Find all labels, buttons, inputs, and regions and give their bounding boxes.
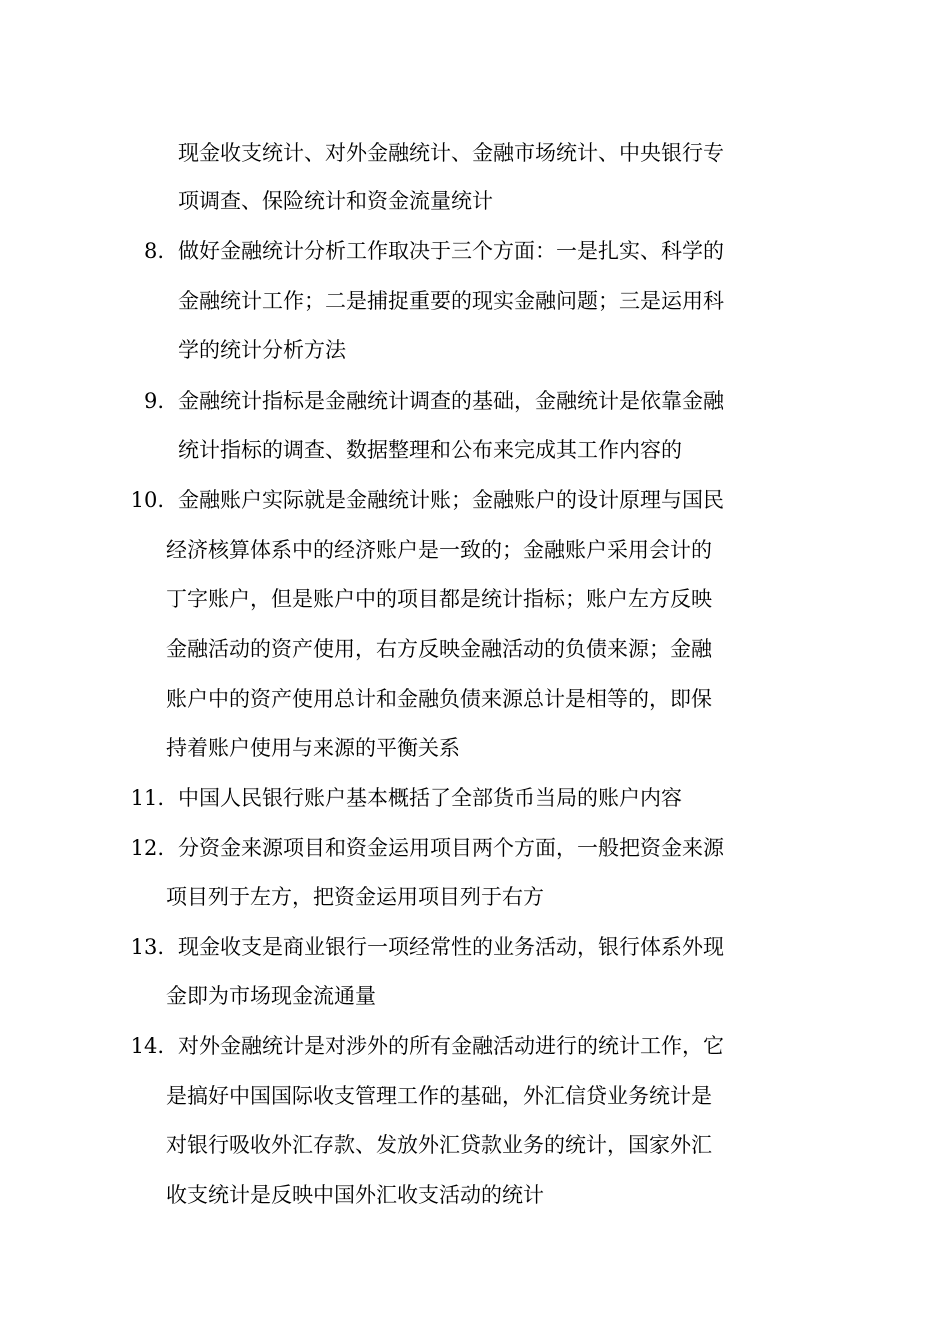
item-10-line-5: 账户中的资产使用总计和金融负债来源总计是相等的，即保 (166, 687, 712, 711)
item-14-line-3: 对银行吸收外汇存款、发放外汇贷款业务的统计，国家外汇 (166, 1133, 712, 1157)
item-8-line-1: 做好金融统计分析工作取决于三个方面：一是扎实、科学的 (178, 239, 724, 263)
item-12-line-2: 项目列于左方，把资金运用项目列于右方 (166, 885, 544, 909)
item-9-line-1: 金融统计指标是金融统计调查的基础，金融统计是依靠金融 (178, 389, 724, 413)
item-number-14: 14. (130, 1034, 164, 1058)
item-number-13: 13. (130, 935, 164, 959)
item-11-line-1: 中国人民银行账户基本概括了全部货币当局的账户内容 (178, 786, 682, 810)
item-14-line-1: 对外金融统计是对涉外的所有金融活动进行的统计工作，它 (178, 1034, 724, 1058)
item-14-line-4: 收支统计是反映中国外汇收支活动的统计 (166, 1183, 544, 1207)
item-number-9: 9. (143, 389, 164, 413)
item-12-line-1: 分资金来源项目和资金运用项目两个方面，一般把资金来源 (178, 836, 724, 860)
item-10-line-1: 金融账户实际就是金融统计账；金融账户的设计原理与国民 (178, 488, 724, 512)
item-14-line-2: 是搞好中国国际收支管理工作的基础，外汇信贷业务统计是 (166, 1084, 712, 1108)
item-number-11: 11. (130, 786, 164, 810)
item-10-line-2: 经济核算体系中的经济账户是一致的；金融账户采用会计的 (166, 538, 712, 562)
item-10-line-6: 持着账户使用与来源的平衡关系 (166, 736, 460, 760)
item-8-line-2: 金融统计工作；二是捕捉重要的现实金融问题；三是运用科 (178, 289, 724, 313)
item-13-line-2: 金即为市场现金流通量 (166, 984, 376, 1008)
item-9-line-2: 统计指标的调查、数据整理和公布来完成其工作内容的 (178, 438, 682, 462)
item-number-12: 12. (130, 836, 164, 860)
item-number-8: 8. (143, 239, 164, 263)
lead-line-1: 现金收支统计、对外金融统计、金融市场统计、中央银行专 (178, 141, 724, 165)
item-number-10: 10. (130, 488, 164, 512)
item-13-line-1: 现金收支是商业银行一项经常性的业务活动，银行体系外现 (178, 935, 724, 959)
lead-line-2: 项调查、保险统计和资金流量统计 (178, 189, 493, 213)
item-10-line-3: 丁字账户，但是账户中的项目都是统计指标；账户左方反映 (166, 587, 712, 611)
item-10-line-4: 金融活动的资产使用，右方反映金融活动的负债来源；金融 (166, 637, 712, 661)
item-8-line-3: 学的统计分析方法 (178, 338, 346, 362)
